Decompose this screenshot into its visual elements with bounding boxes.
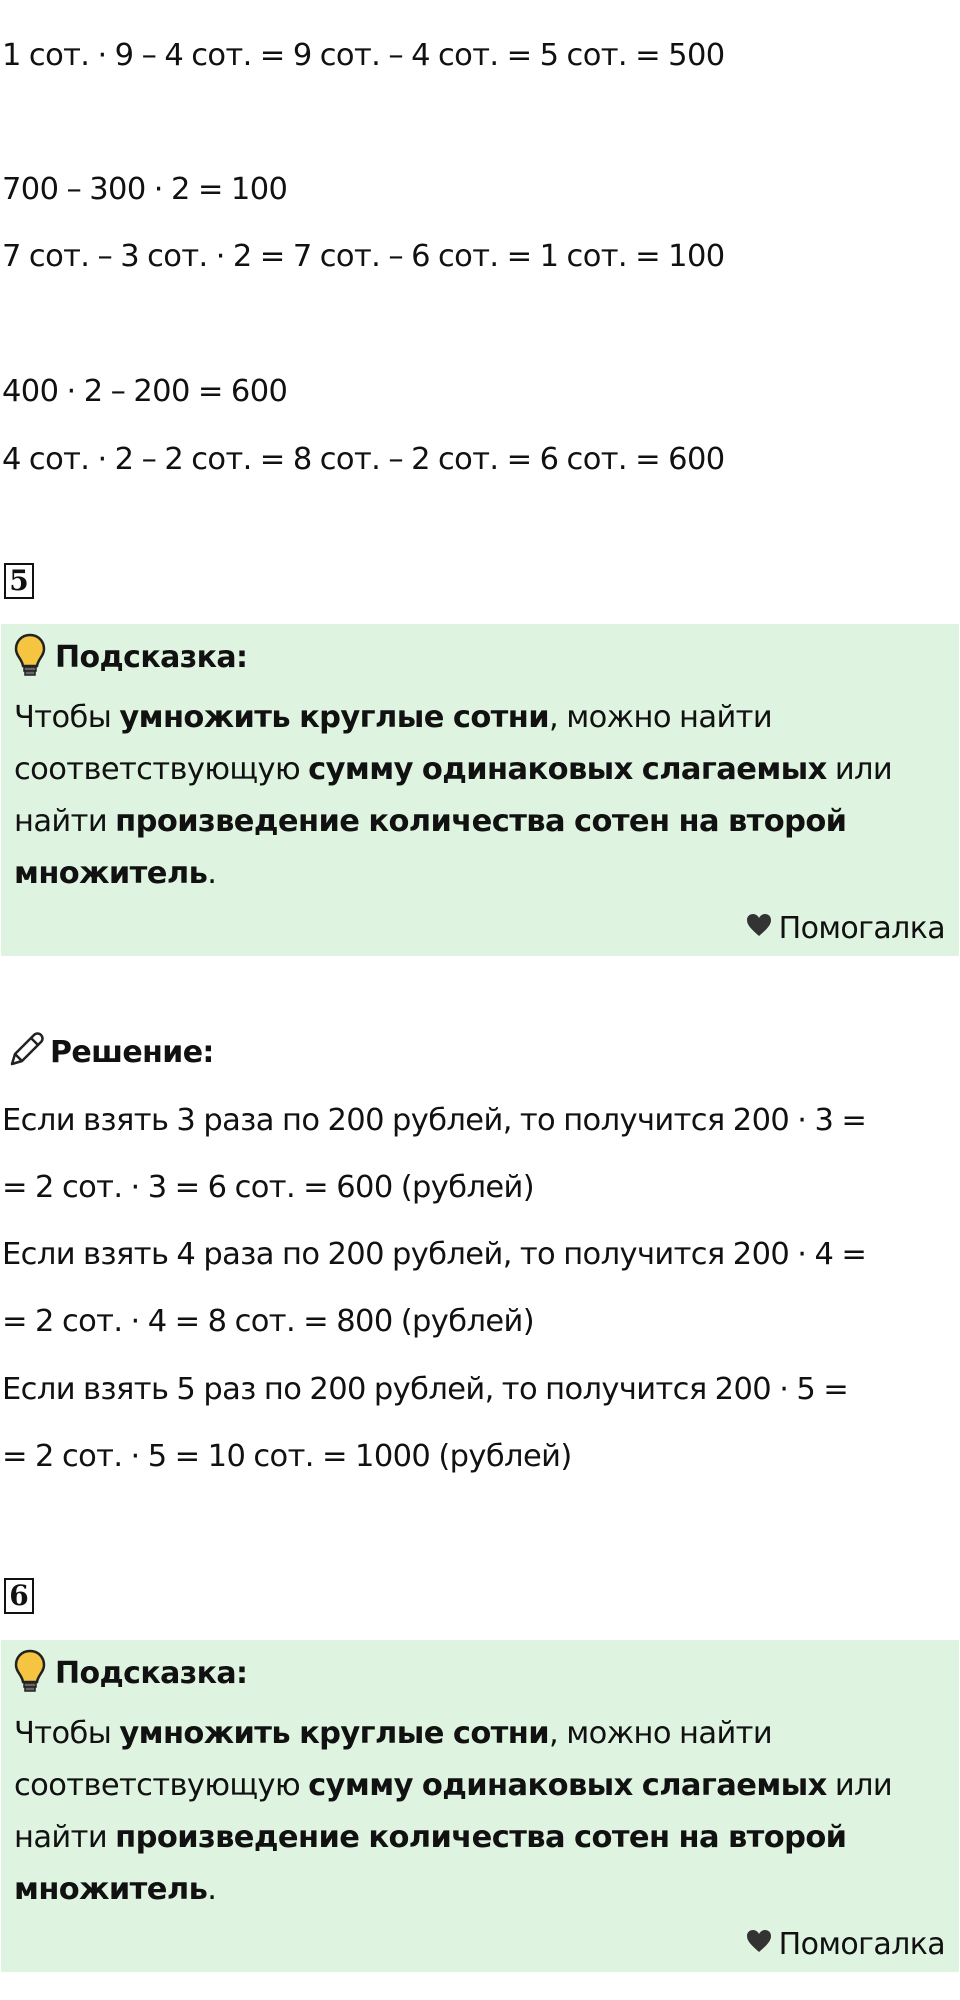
solution-line: Если взять 5 раз по 200 рублей, то получится 200 · 5 = bbox=[2, 1372, 849, 1407]
solution-line: = 2 сот. · 3 = 6 сот. = 600 (рублей) bbox=[2, 1170, 535, 1205]
pencil-icon bbox=[6, 1030, 46, 1074]
solution-line: Если взять 3 раза по 200 рублей, то получится 200 · 3 = bbox=[2, 1103, 867, 1138]
hint-footer-link[interactable] bbox=[745, 1927, 945, 1962]
task-number: 6 bbox=[4, 1578, 34, 1614]
equation-line: 400 · 2 – 200 = 600 bbox=[2, 374, 288, 409]
hint-title-label: Подсказка: bbox=[55, 1655, 248, 1691]
heart-icon bbox=[745, 1927, 779, 1962]
task-number: 5 bbox=[4, 563, 34, 599]
hint-box bbox=[1, 624, 959, 956]
lightbulb-icon bbox=[13, 1648, 47, 1698]
solution-title bbox=[6, 1030, 214, 1074]
hint-bold: произведение количества сотен на второй множитель bbox=[14, 804, 847, 891]
solution-line: = 2 сот. · 5 = 10 сот. = 1000 (рублей) bbox=[2, 1439, 572, 1474]
hint-bold: сумму одинаковых слагаемых bbox=[308, 1768, 827, 1803]
hint-title-label: Подсказка: bbox=[55, 639, 248, 675]
hint-bold: сумму одинаковых слагаемых bbox=[308, 752, 827, 787]
lightbulb-icon bbox=[13, 632, 47, 682]
hint-title bbox=[13, 1650, 247, 1696]
equation-line: 7 сот. – 3 сот. · 2 = 7 сот. – 6 сот. = 1 сот. = 100 bbox=[2, 239, 725, 274]
solution-line: = 2 сот. · 4 = 8 сот. = 800 (рублей) bbox=[2, 1304, 535, 1339]
heart-icon bbox=[745, 911, 779, 946]
hint-title bbox=[13, 634, 247, 680]
hint-text: Чтобы умножить круглые сотни, можно найти соответствующую сумму одинаковых слагаемых или найти произведение количества сотен на второй множитель. bbox=[14, 1716, 893, 1907]
hint-text: Чтобы умножить круглые сотни, можно найти соответствующую сумму одинаковых слагаемых или найти произведение количества сотен на второй множитель. bbox=[14, 700, 893, 891]
hint-bold: умножить круглые сотни bbox=[119, 1716, 549, 1751]
hint-footer-label: Помогалка bbox=[778, 1927, 945, 1962]
solution-line: Если взять 4 раза по 200 рублей, то получится 200 · 4 = bbox=[2, 1237, 867, 1272]
equation-line: 700 – 300 · 2 = 100 bbox=[2, 172, 288, 207]
hint-bold: произведение количества сотен на второй множитель bbox=[14, 1820, 847, 1907]
hint-box bbox=[1, 1640, 959, 1972]
hint-footer-link[interactable] bbox=[745, 911, 945, 946]
hint-footer-label: Помогалка bbox=[778, 911, 945, 946]
equation-line: 4 сот. · 2 – 2 сот. = 8 сот. – 2 сот. = 6 сот. = 600 bbox=[2, 442, 725, 477]
hint-bold: умножить круглые сотни bbox=[119, 700, 549, 735]
equation-line: 1 сот. · 9 – 4 сот. = 9 сот. – 4 сот. = 5 сот. = 500 bbox=[2, 38, 725, 73]
solution-title-label: Решение: bbox=[50, 1034, 214, 1070]
